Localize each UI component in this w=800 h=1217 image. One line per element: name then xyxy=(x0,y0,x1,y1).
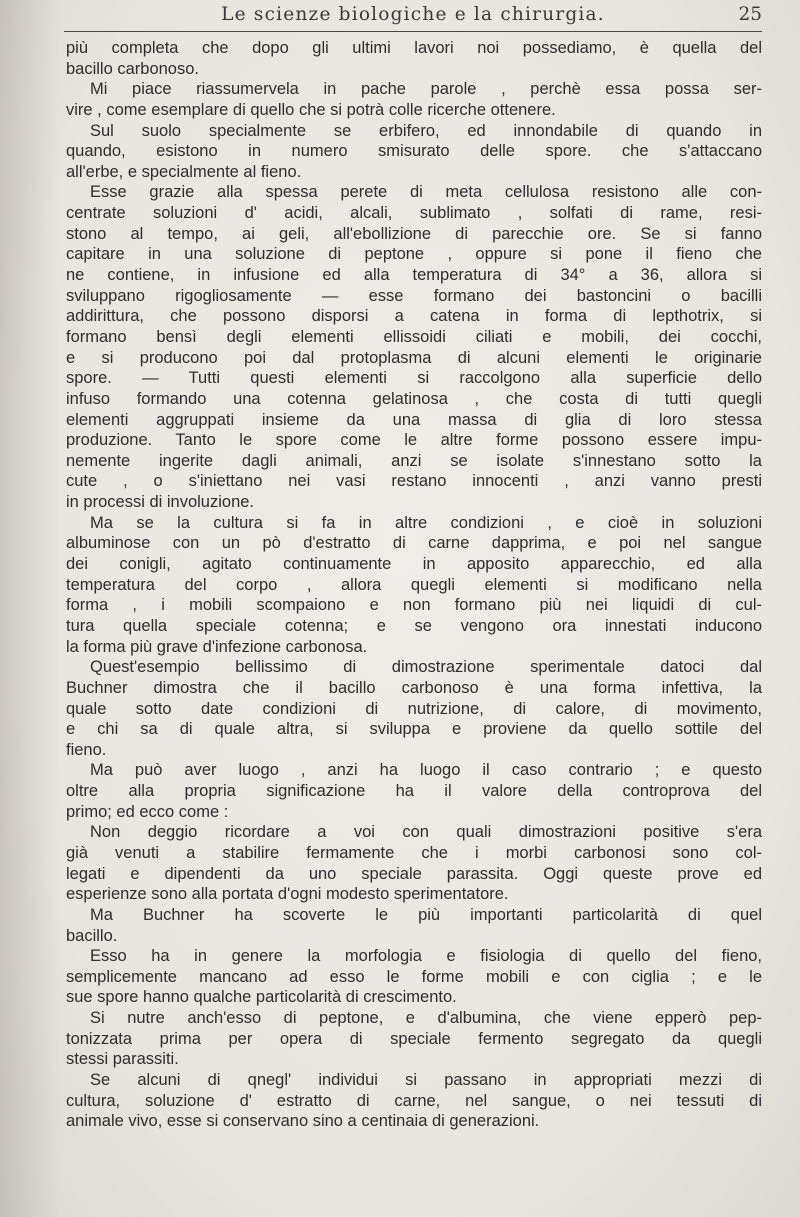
text-line: sue spore hanno qualche particolarità di crescimento. xyxy=(66,988,457,1007)
text-line: Ma Buchner ha scoverte le più importanti particolarità di quel xyxy=(90,905,762,924)
text-line: formano bensì degli elementi ellissoidi ciliati e mobili, dei cocchi, xyxy=(66,327,762,346)
text-line: Se alcuni di qnegl' individui si passano in appropriati mezzi di xyxy=(90,1071,762,1090)
text-line: Esso ha in genere la morfologia e fisiologia di quello del fieno, xyxy=(90,947,762,966)
text-line: legati e dipendenti da uno speciale parassita. Oggi queste prove ed xyxy=(66,864,762,883)
text-line: Non deggio ricordare a voi con quali dimostrazioni positive s'era xyxy=(90,823,762,842)
text-line: già venuti a stabilire fermamente che i morbi carbonosi sono col- xyxy=(66,843,762,862)
text-line: in processi di involuzione. xyxy=(66,493,255,512)
text-line: fieno. xyxy=(66,740,107,759)
text-line: bacillo carbonoso. xyxy=(66,59,199,78)
text-line: primo; ed ecco come : xyxy=(66,802,229,821)
running-title: Le scienze biologiche e la chirurgia. xyxy=(221,4,605,25)
text-line: Ma può aver luogo , anzi ha luogo il caso contrario ; e questo xyxy=(90,761,762,780)
text-line: stessi parassiti. xyxy=(66,1050,179,1069)
text-line: addirittura, che possono disporsi a catena in forma di lepthotrix, si xyxy=(66,307,762,326)
text-line: sviluppano rigogliosamente — esse formano dei bastoncini o bacilli xyxy=(66,286,762,305)
text-line: Buchner dimostra che il bacillo carbonoso è una forma infettiva, la xyxy=(66,678,762,697)
page-edge-shadow xyxy=(0,0,60,1217)
text-line: infuso formando una cotenna gelatinosa , che costa di tutti quegli xyxy=(66,389,762,408)
text-line: esperienze sono alla portata d'ogni modesto sperimentatore. xyxy=(66,885,509,904)
text-line: vire , come esemplare di quello che si potrà colle ricerche ottenere. xyxy=(66,100,556,119)
text-line: centrate soluzioni d' acidi, alcali, sublimato , solfati di rame, resi- xyxy=(66,204,762,223)
text-line: capitare in una soluzione di peptone , oppure si pone il fieno che xyxy=(66,245,762,264)
text-line: albuminose con un pò d'estratto di carne dapprima, e poi nel sangue xyxy=(66,534,762,553)
text-line: quale sotto date condizioni di nutrizione, di calore, di movimento, xyxy=(66,699,762,718)
text-line: produzione. Tanto le spore come le altre forme possono essere impu- xyxy=(66,431,762,450)
text-line: Quest'esempio bellissimo di dimostrazione sperimentale datoci dal xyxy=(90,658,762,677)
text-line: animale vivo, esse si conservano sino a centinaia di generazioni. xyxy=(66,1112,540,1131)
text-line: tura quella speciale cotenna; e se vengono ora innestati inducono xyxy=(66,616,762,635)
text-line: oltre alla propria significazione ha il valore della controprova del xyxy=(66,782,762,801)
text-line: nemente ingerite dagli animali, anzi se isolate s'innestano sotto la xyxy=(66,451,762,470)
header-rule xyxy=(64,31,762,32)
text-line: quando, esistono in numero smisurato delle spore. che s'attaccano xyxy=(66,142,762,161)
body-text xyxy=(66,38,762,1132)
text-line: all'erbe, e specialmente al fieno. xyxy=(66,162,302,181)
text-line: ne contiene, in infusione ed alla temperatura di 34° a 36, allora si xyxy=(66,266,762,285)
text-line: Ma se la cultura si fa in altre condizioni , e cioè in soluzioni xyxy=(90,513,762,532)
text-line: e si producono poi dal protoplasma di alcuni elementi le originarie xyxy=(66,348,762,367)
text-line: tonizzata prima per opera di speciale fermento segregato da quegli xyxy=(66,1029,762,1048)
text-line: la forma più grave d'infezione carbonosa. xyxy=(66,637,368,656)
text-line: Esse grazie alla spessa perete di meta cellulosa resistono alle con- xyxy=(90,183,762,202)
text-line: semplicemente mancano ad esso le forme mobili e con ciglia ; e le xyxy=(66,967,762,986)
text-line: stono al tempo, ai geli, all'ebollizione di parecchie ore. Se si fanno xyxy=(66,224,762,243)
text-line: cultura, soluzione d' estratto di carne, nel sangue, o nei tessuti di xyxy=(66,1091,762,1110)
text-line: Sul suolo specialmente se erbifero, ed innondabile di quando in xyxy=(90,121,762,140)
text-line: dei conigli, agitato continuamente in apposito apparecchio, ed alla xyxy=(66,555,762,574)
text-line: temperatura del corpo , allora quegli elementi si modificano nella xyxy=(66,575,762,594)
text-line: forma , i mobili scompaiono e non formano più nei liquidi di cul- xyxy=(66,596,762,615)
text-line: e chi sa di quale altra, si sviluppa e proviene da quello sottile del xyxy=(66,720,762,739)
text-line: Si nutre anch'esso di peptone, e d'albumina, che viene epperò pep- xyxy=(90,1009,762,1028)
text-line: cute , o s'iniettano nei vasi restano innocenti , anzi vanno presti xyxy=(66,472,762,491)
text-line: elementi aggruppati insieme da una massa di glia di loro stessa xyxy=(66,410,762,429)
text-line: più completa che dopo gli ultimi lavori noi possediamo, è quella del xyxy=(66,39,762,57)
page-number: 25 xyxy=(738,4,762,25)
text-line: Mi piace riassumervela in pache parole , perchè essa possa ser- xyxy=(90,80,762,99)
text-line: bacillo. xyxy=(66,926,118,945)
page-header xyxy=(64,4,762,32)
text-line: spore. — Tutti questi elementi si raccolgono alla superficie dello xyxy=(66,369,762,388)
